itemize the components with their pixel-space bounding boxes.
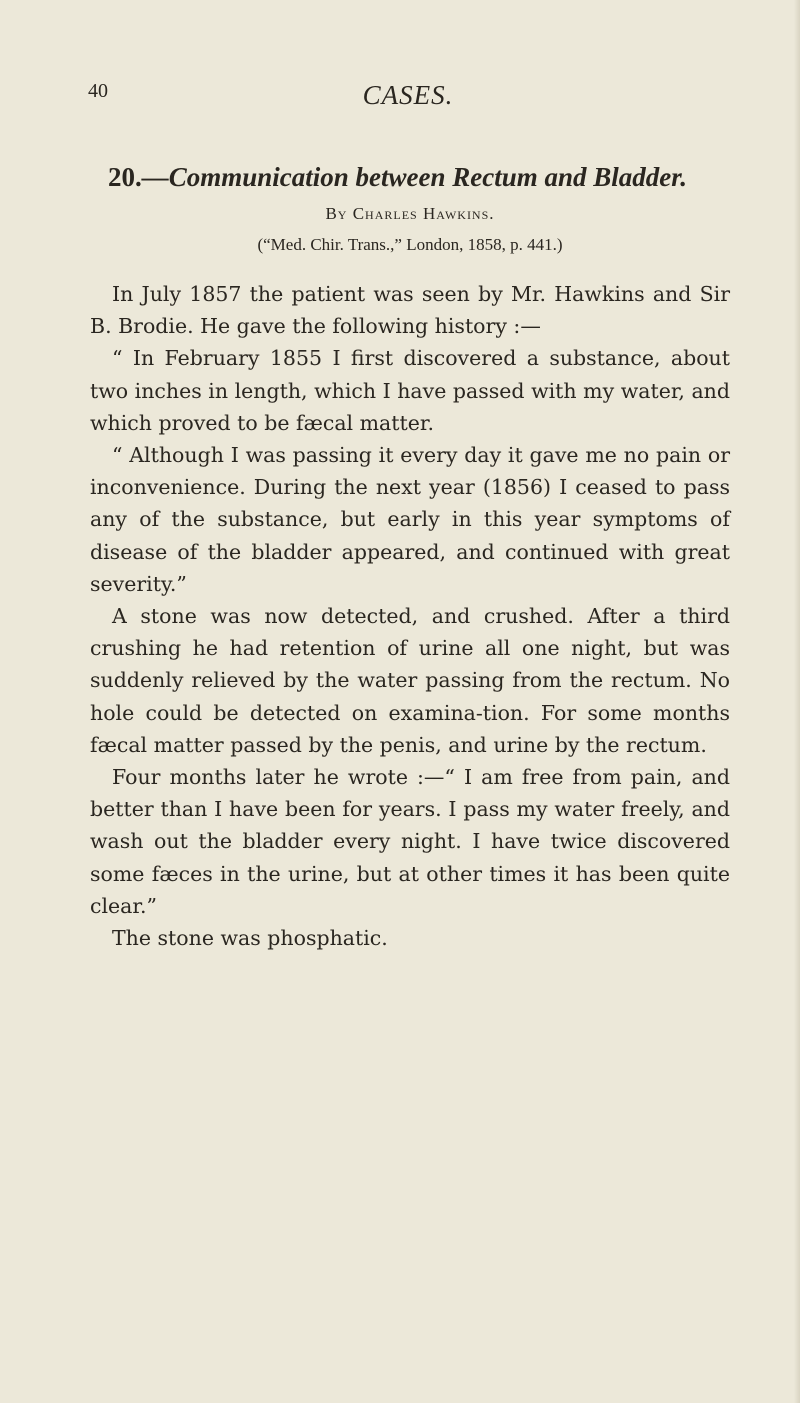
paragraph-4: A stone was now detected, and crushed. After a third crushing he had retention of urine all one night, but was suddenly relieved by the water passing from the rectum. No hole could be detected on examina-tion. For some months fæcal matter passed by the penis, and urine by the rectum.	[90, 604, 730, 757]
page-number: 40	[88, 80, 108, 102]
case-article	[90, 160, 730, 954]
paragraph-5: Four months later he wrote :—“ I am free from pain, and better than I have been for years. I pass my water freely, and wash out the bladder every night. I have twice discovered some fæces in the urine, but at other times it has been quite clear.”	[90, 765, 730, 918]
running-head: CASES.	[362, 80, 454, 110]
case-citation: (“Med. Chir. Trans.,” London, 1858, p. 441.)	[257, 235, 563, 254]
page-header	[88, 80, 728, 120]
case-title	[90, 160, 730, 194]
page-edge-shadow	[794, 0, 800, 1403]
paragraph-2: “ In February 1855 I first discovered a substance, about two inches in length, which I have passed with my water, and which proved to be fæcal matter.	[90, 346, 730, 435]
paragraph-1: In July 1857 the patient was seen by Mr. Hawkins and Sir B. Brodie. He gave the following history :—	[90, 282, 730, 339]
case-author: By Charles Hawkins.	[325, 204, 495, 223]
paragraph-6: The stone was phosphatic.	[112, 926, 388, 951]
paragraph-3: “ Although I was passing it every day it gave me no pain or inconvenience. During the next year (1856) I ceased to pass any of the substance, but early in this year symptoms of disease of the bladder appeared, and continued with great severity.”	[90, 443, 730, 596]
case-body	[90, 278, 730, 954]
case-title-text: —Communication between Rectum and Bladder.	[141, 162, 688, 192]
case-number: 20.	[108, 162, 142, 192]
